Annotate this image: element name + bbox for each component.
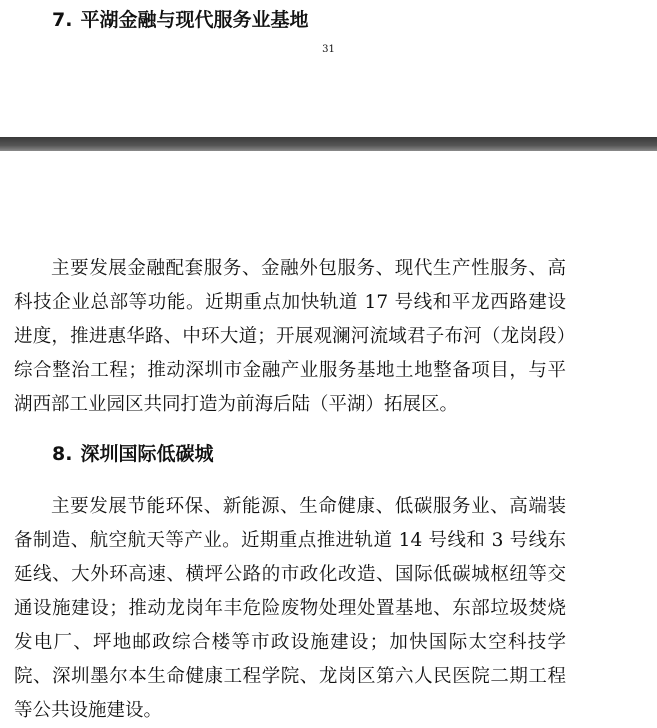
section-8-heading	[52, 442, 213, 466]
page-number: 31	[322, 44, 335, 55]
section-7-number: 7.	[52, 9, 73, 31]
section-8-title: 深圳国际低碳城	[80, 443, 214, 465]
page-break-divider	[0, 137, 657, 151]
section-8-paragraph: 主要发展节能环保、新能源、生命健康、低碳服务业、高端装备制造、航空航天等产业。近期重点推进轨道 14 号线和 3 号线东延线、大外环高速、横坪公路的市政化改造、国际低碳城枢纽等交通设施建设；推动龙岗年丰危险废物处理处置基地、东部垃圾焚烧发电厂、坪地邮政综合楼等市政设施建设；加快国际太空科技学院、深圳墨尔本生命健康工程学院、龙岗区第六人民医院二期工程等公共设施建设。	[14, 496, 566, 721]
section-8-number: 8.	[52, 443, 73, 465]
section-7-title: 平湖金融与现代服务业基地	[80, 9, 309, 31]
section-7-paragraph: 主要发展金融配套服务、金融外包服务、现代生产性服务、高科技企业总部等功能。近期重点加快轨道 17 号线和平龙西路建设进度，推进惠华路、中环大道；开展观澜河流域君子布河（龙岗段）综合整治工程；推动深圳市金融产业服务基地土地整备项目，与平湖西部工业园区共同打造为前海后陆（平湖）拓展区。	[14, 258, 566, 415]
section-7-heading	[52, 8, 308, 32]
